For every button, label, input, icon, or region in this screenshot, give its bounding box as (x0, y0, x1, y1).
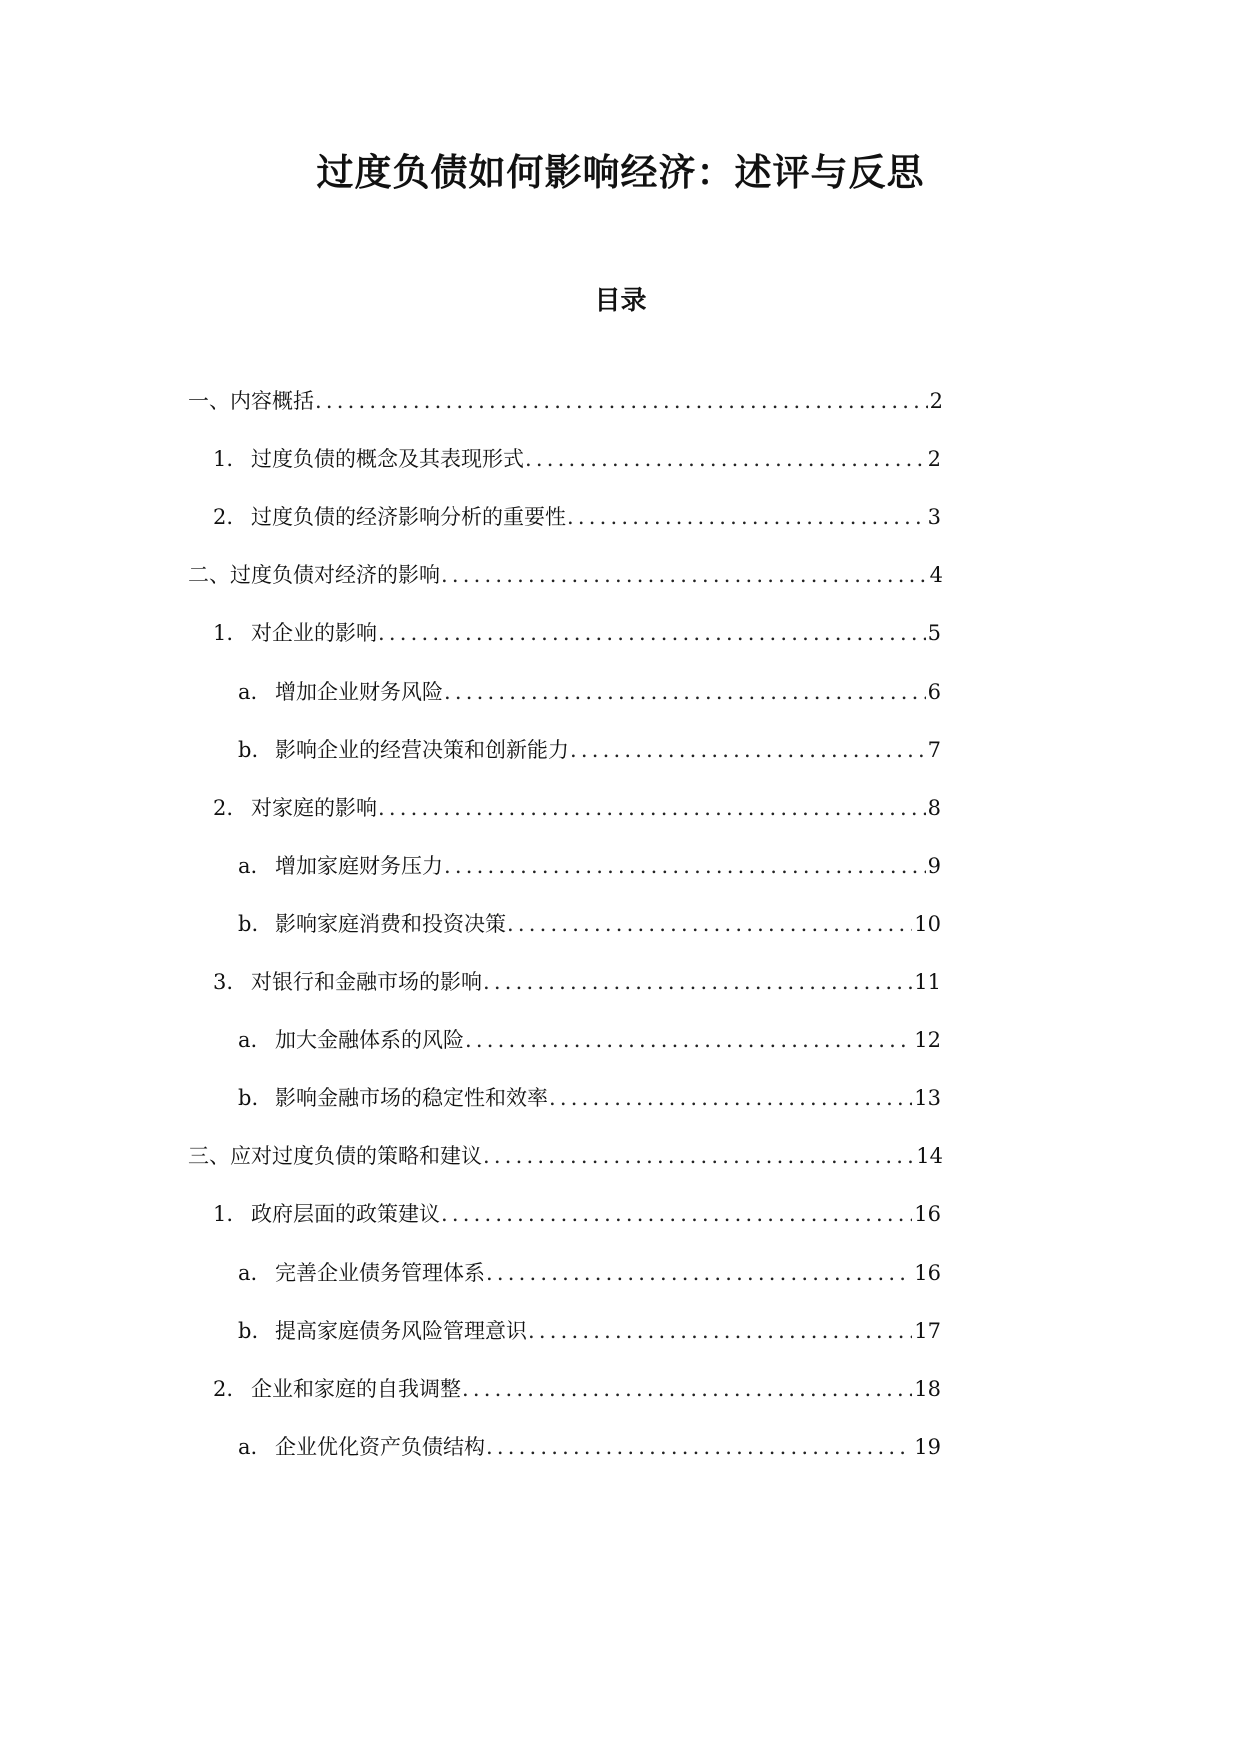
toc-entry[interactable] (188, 384, 943, 418)
toc-dot-leader (441, 1197, 912, 1231)
toc-entry-page-number: 6 (927, 680, 941, 704)
toc-entry-title: 三、应对过度负债的策略和建议 (188, 1144, 482, 1168)
toc-entry-page-number: 9 (927, 854, 941, 878)
toc-dot-leader (483, 1139, 914, 1173)
toc-entry[interactable] (237, 907, 941, 941)
document-title: 过度负债如何影响经济：述评与反思 (316, 150, 925, 194)
toc-dot-leader (441, 558, 928, 592)
toc-entry-page-number: 5 (927, 621, 941, 645)
toc-dot-leader (525, 442, 926, 476)
toc-entry[interactable] (237, 849, 941, 883)
toc-entry-number: a. (238, 1261, 258, 1285)
toc-entry[interactable] (211, 616, 941, 650)
toc-entry[interactable] (237, 1430, 941, 1464)
toc-dot-leader (528, 1314, 912, 1348)
toc-entry-page-number: 17 (914, 1319, 941, 1343)
toc-dot-leader (378, 791, 926, 825)
toc-entry-title: 二、过度负债对经济的影响 (188, 563, 440, 587)
toc-entry[interactable] (188, 1139, 943, 1173)
toc-heading: 目录 (594, 286, 647, 316)
toc-entry[interactable] (237, 1023, 941, 1057)
toc-entry[interactable] (211, 965, 941, 999)
toc-dot-leader (315, 384, 928, 418)
toc-entry[interactable] (211, 791, 941, 825)
toc-entry-title: 一、内容概括 (188, 389, 314, 413)
toc-entry-page-number: 2 (927, 447, 941, 471)
toc-entry-page-number: 14 (916, 1144, 943, 1168)
toc-entry-page-number: 18 (914, 1377, 941, 1401)
toc-entry-number: a. (238, 854, 258, 878)
toc-entry-page-number: 10 (914, 912, 941, 936)
toc-entry[interactable] (211, 1372, 941, 1406)
toc-entry-page-number: 2 (929, 389, 943, 413)
toc-entry-page-number: 16 (914, 1202, 941, 1226)
toc-entry-title: 对企业的影响 (251, 621, 377, 645)
toc-dot-leader (444, 849, 926, 883)
toc-entry-title: 影响家庭消费和投资决策 (275, 912, 506, 936)
toc-entry[interactable] (237, 1081, 941, 1115)
toc-entry-number: a. (238, 1028, 258, 1052)
toc-entry-title: 增加企业财务风险 (275, 680, 443, 704)
toc-entry-title: 过度负债的概念及其表现形式 (251, 447, 524, 471)
toc-entry-page-number: 8 (927, 796, 941, 820)
toc-entry-page-number: 7 (927, 738, 941, 762)
toc-dot-leader (567, 500, 926, 534)
toc-entry-title: 对家庭的影响 (251, 796, 377, 820)
toc-entry[interactable] (237, 733, 941, 767)
toc-entry[interactable] (211, 1197, 941, 1231)
toc-entry[interactable] (237, 1256, 941, 1290)
toc-entry-number: a. (238, 1435, 258, 1459)
toc-entry[interactable] (211, 500, 941, 534)
toc-dot-leader (507, 907, 912, 941)
toc-entry-page-number: 3 (927, 505, 941, 529)
toc-entry[interactable] (188, 558, 943, 592)
toc-entry-title: 提高家庭债务风险管理意识 (275, 1319, 527, 1343)
toc-dot-leader (444, 675, 926, 709)
toc-dot-leader (483, 965, 912, 999)
toc-entry-title: 影响金融市场的稳定性和效率 (275, 1086, 548, 1110)
toc-entry-page-number: 4 (929, 563, 943, 587)
toc-entry-page-number: 16 (914, 1261, 941, 1285)
toc-entry-number: b. (238, 1086, 259, 1110)
toc-entry[interactable] (237, 675, 941, 709)
toc-entry-title: 过度负债的经济影响分析的重要性 (251, 505, 566, 529)
toc-entry-number: 1. (213, 1202, 234, 1226)
toc-entry-title: 完善企业债务管理体系 (275, 1261, 485, 1285)
toc-entry-title: 对银行和金融市场的影响 (251, 970, 482, 994)
toc-entry-number: 2. (213, 796, 234, 820)
toc-entry-number: b. (238, 738, 259, 762)
toc-dot-leader (570, 733, 926, 767)
toc-entry-page-number: 13 (914, 1086, 941, 1110)
toc-dot-leader (549, 1081, 912, 1115)
toc-entry-number: a. (238, 680, 258, 704)
toc-entry-number: b. (238, 912, 259, 936)
toc-dot-leader (486, 1430, 912, 1464)
toc-entry-title: 政府层面的政策建议 (251, 1202, 440, 1226)
toc-dot-leader (465, 1023, 912, 1057)
toc-entry-page-number: 12 (914, 1028, 941, 1052)
toc-entry-number: b. (238, 1319, 259, 1343)
toc-entry-title: 企业优化资产负债结构 (275, 1435, 485, 1459)
toc-entry-page-number: 11 (914, 970, 941, 994)
toc-entry-page-number: 19 (914, 1435, 941, 1459)
toc-dot-leader (378, 616, 926, 650)
toc-entry[interactable] (211, 442, 941, 476)
toc-entry-title: 增加家庭财务压力 (275, 854, 443, 878)
toc-entry-title: 影响企业的经营决策和创新能力 (275, 738, 569, 762)
toc-entry-number: 1. (213, 447, 234, 471)
toc-entry-number: 2. (213, 505, 234, 529)
toc-entry[interactable] (237, 1314, 941, 1348)
toc-dot-leader (486, 1256, 912, 1290)
toc-entry-title: 企业和家庭的自我调整 (251, 1377, 461, 1401)
toc-entry-number: 3. (213, 970, 234, 994)
toc-entry-number: 1. (213, 621, 234, 645)
toc-dot-leader (462, 1372, 912, 1406)
toc-entry-number: 2. (213, 1377, 234, 1401)
toc-entry-title: 加大金融体系的风险 (275, 1028, 464, 1052)
